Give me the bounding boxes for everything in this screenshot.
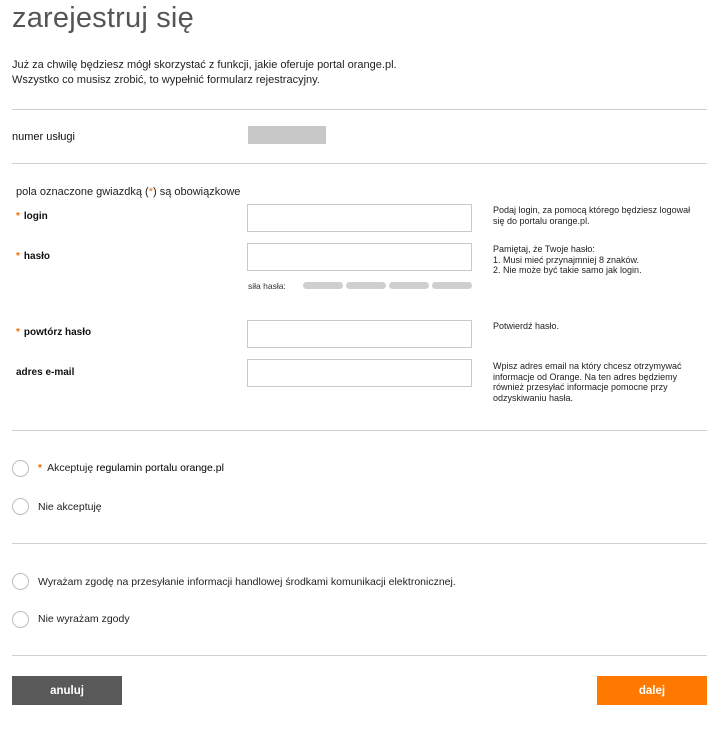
divider <box>12 109 707 110</box>
login-input[interactable] <box>247 204 472 232</box>
divider <box>12 655 707 656</box>
marketing-decline-label[interactable]: Nie wyrażam zgody <box>38 613 130 625</box>
service-number-value <box>248 126 326 144</box>
required-note-text: pola oznaczone gwiazdką ( <box>16 186 149 198</box>
cancel-button[interactable]: anuluj <box>12 676 122 705</box>
email-input[interactable] <box>247 359 472 387</box>
marketing-accept-radio[interactable] <box>12 573 29 590</box>
password-strength-segment-1 <box>303 282 343 289</box>
required-note-star: * <box>148 186 153 198</box>
password-hint-rule-1: 1. Musi mieć przynajmniej 8 znaków. <box>493 254 640 265</box>
intro-text <box>12 58 397 88</box>
password-hint <box>493 244 698 276</box>
required-star: * <box>16 211 20 222</box>
divider <box>12 543 707 544</box>
login-label <box>16 211 48 222</box>
login-label-text: login <box>23 211 48 222</box>
login-hint: Podaj login, za pomocą którego będziesz logował się do portalu orange.pl. <box>493 205 691 226</box>
password-label-text: hasło <box>23 251 51 262</box>
required-note-text-end: ) są obowiązkowe <box>152 186 241 198</box>
required-star: * <box>16 327 20 338</box>
page-title: zarejestruj się <box>12 2 194 34</box>
terms-decline-label[interactable]: Nie akceptuję <box>38 501 102 513</box>
repeat-password-hint: Potwierdź hasło. <box>493 321 560 331</box>
terms-accept-radio[interactable] <box>12 460 29 477</box>
password-strength-label: siła hasła: <box>248 281 286 291</box>
terms-link[interactable]: regulamin portalu orange.pl <box>96 462 224 474</box>
password-hint-title: Pamiętaj, że Twoje hasło: <box>493 244 595 254</box>
required-fields-note <box>16 186 240 198</box>
password-hint-rule-2: 2. Nie może być takie samo jak login. <box>493 265 642 275</box>
password-strength-segment-3 <box>389 282 429 289</box>
required-star: * <box>16 251 20 262</box>
required-star: * <box>38 462 43 474</box>
repeat-password-input[interactable] <box>247 320 472 348</box>
marketing-decline-radio[interactable] <box>12 611 29 628</box>
password-input[interactable] <box>247 243 472 271</box>
intro-line-2: Wszystko co musisz zrobić, to wypełnić formularz rejestracyjny. <box>12 74 320 86</box>
next-button[interactable]: dalej <box>597 676 707 705</box>
terms-accept-label[interactable] <box>38 462 224 474</box>
password-label <box>16 251 50 262</box>
divider <box>12 163 707 164</box>
intro-line-1: Już za chwilę będziesz mógł skorzystać z funkcji, jakie oferuje portal orange.pl. <box>12 59 397 71</box>
password-strength-segment-4 <box>432 282 472 289</box>
repeat-password-label <box>16 327 91 338</box>
terms-decline-radio[interactable] <box>12 498 29 515</box>
password-strength-segment-2 <box>346 282 386 289</box>
divider <box>12 430 707 431</box>
marketing-accept-label[interactable]: Wyrażam zgodę na przesyłanie informacji handlowej środkami komunikacji elektronicznej. <box>38 576 456 588</box>
service-number-label: numer usługi <box>12 131 75 143</box>
repeat-password-label-text: powtórz hasło <box>23 327 92 338</box>
email-hint: Wpisz adres email na który chcesz otrzymywać informacje od Orange. Na ten adres będziemy również przesyłać informacje pomocne przy odzyskiwaniu hasła. <box>493 361 682 403</box>
terms-accept-text: Akceptuję <box>47 462 97 474</box>
email-label: adres e-mail <box>16 367 75 378</box>
